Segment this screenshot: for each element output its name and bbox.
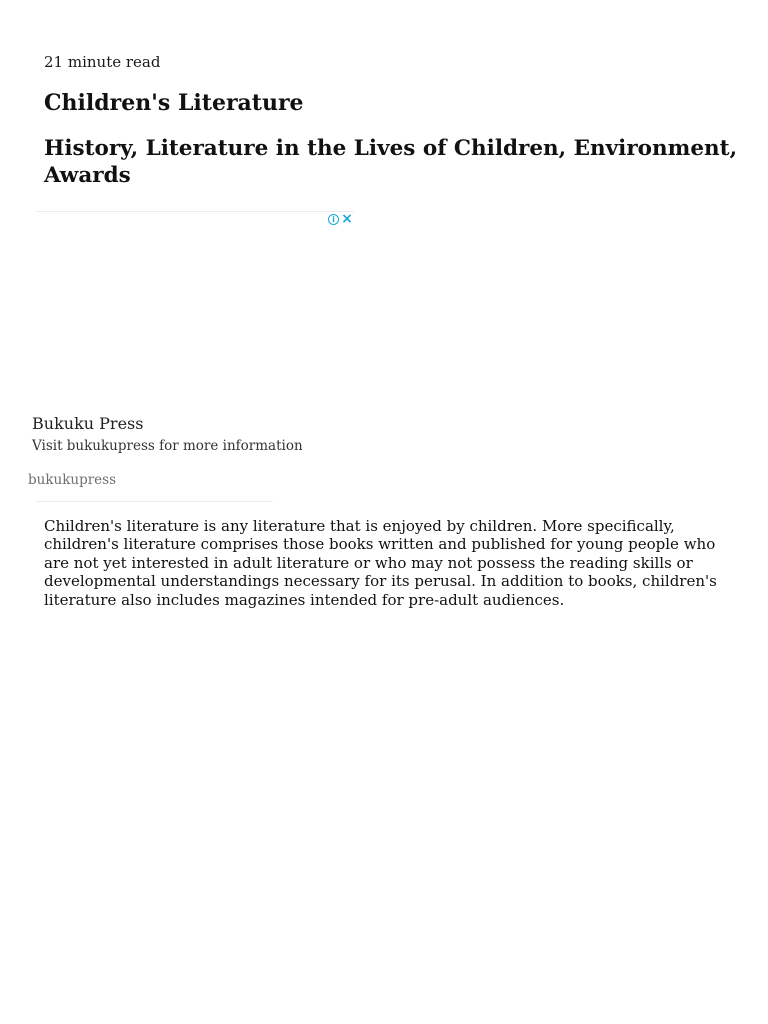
ad-content[interactable] bbox=[28, 211, 303, 502]
info-icon[interactable]: i bbox=[328, 214, 339, 225]
ad-domain[interactable]: bukukupress bbox=[28, 472, 117, 488]
close-icon[interactable]: × bbox=[341, 211, 353, 227]
article-title: Children's Literature bbox=[44, 90, 304, 116]
ad-brand-name[interactable]: Bukuku Press bbox=[32, 414, 144, 433]
ad-bottom-divider bbox=[36, 501, 273, 502]
article-body-paragraph: Children's literature is any literature that is enjoyed by children. More specifically, children's literature comprises those books written and published for young people who are not yet interested in adult literature or who may not possess the reading skills or developmental understandings necessary for its perusal. In addition to books, children's literature also includes magazines intended for pre-adult audiences. bbox=[44, 517, 717, 609]
ad-choices[interactable] bbox=[328, 212, 353, 226]
advertisement[interactable] bbox=[28, 211, 354, 502]
article-subtitle: History, Literature in the Lives of Children, Environment, Awards bbox=[44, 136, 738, 188]
read-time: 21 minute read bbox=[44, 53, 161, 71]
ad-description[interactable]: Visit bukukupress for more information bbox=[32, 438, 303, 454]
